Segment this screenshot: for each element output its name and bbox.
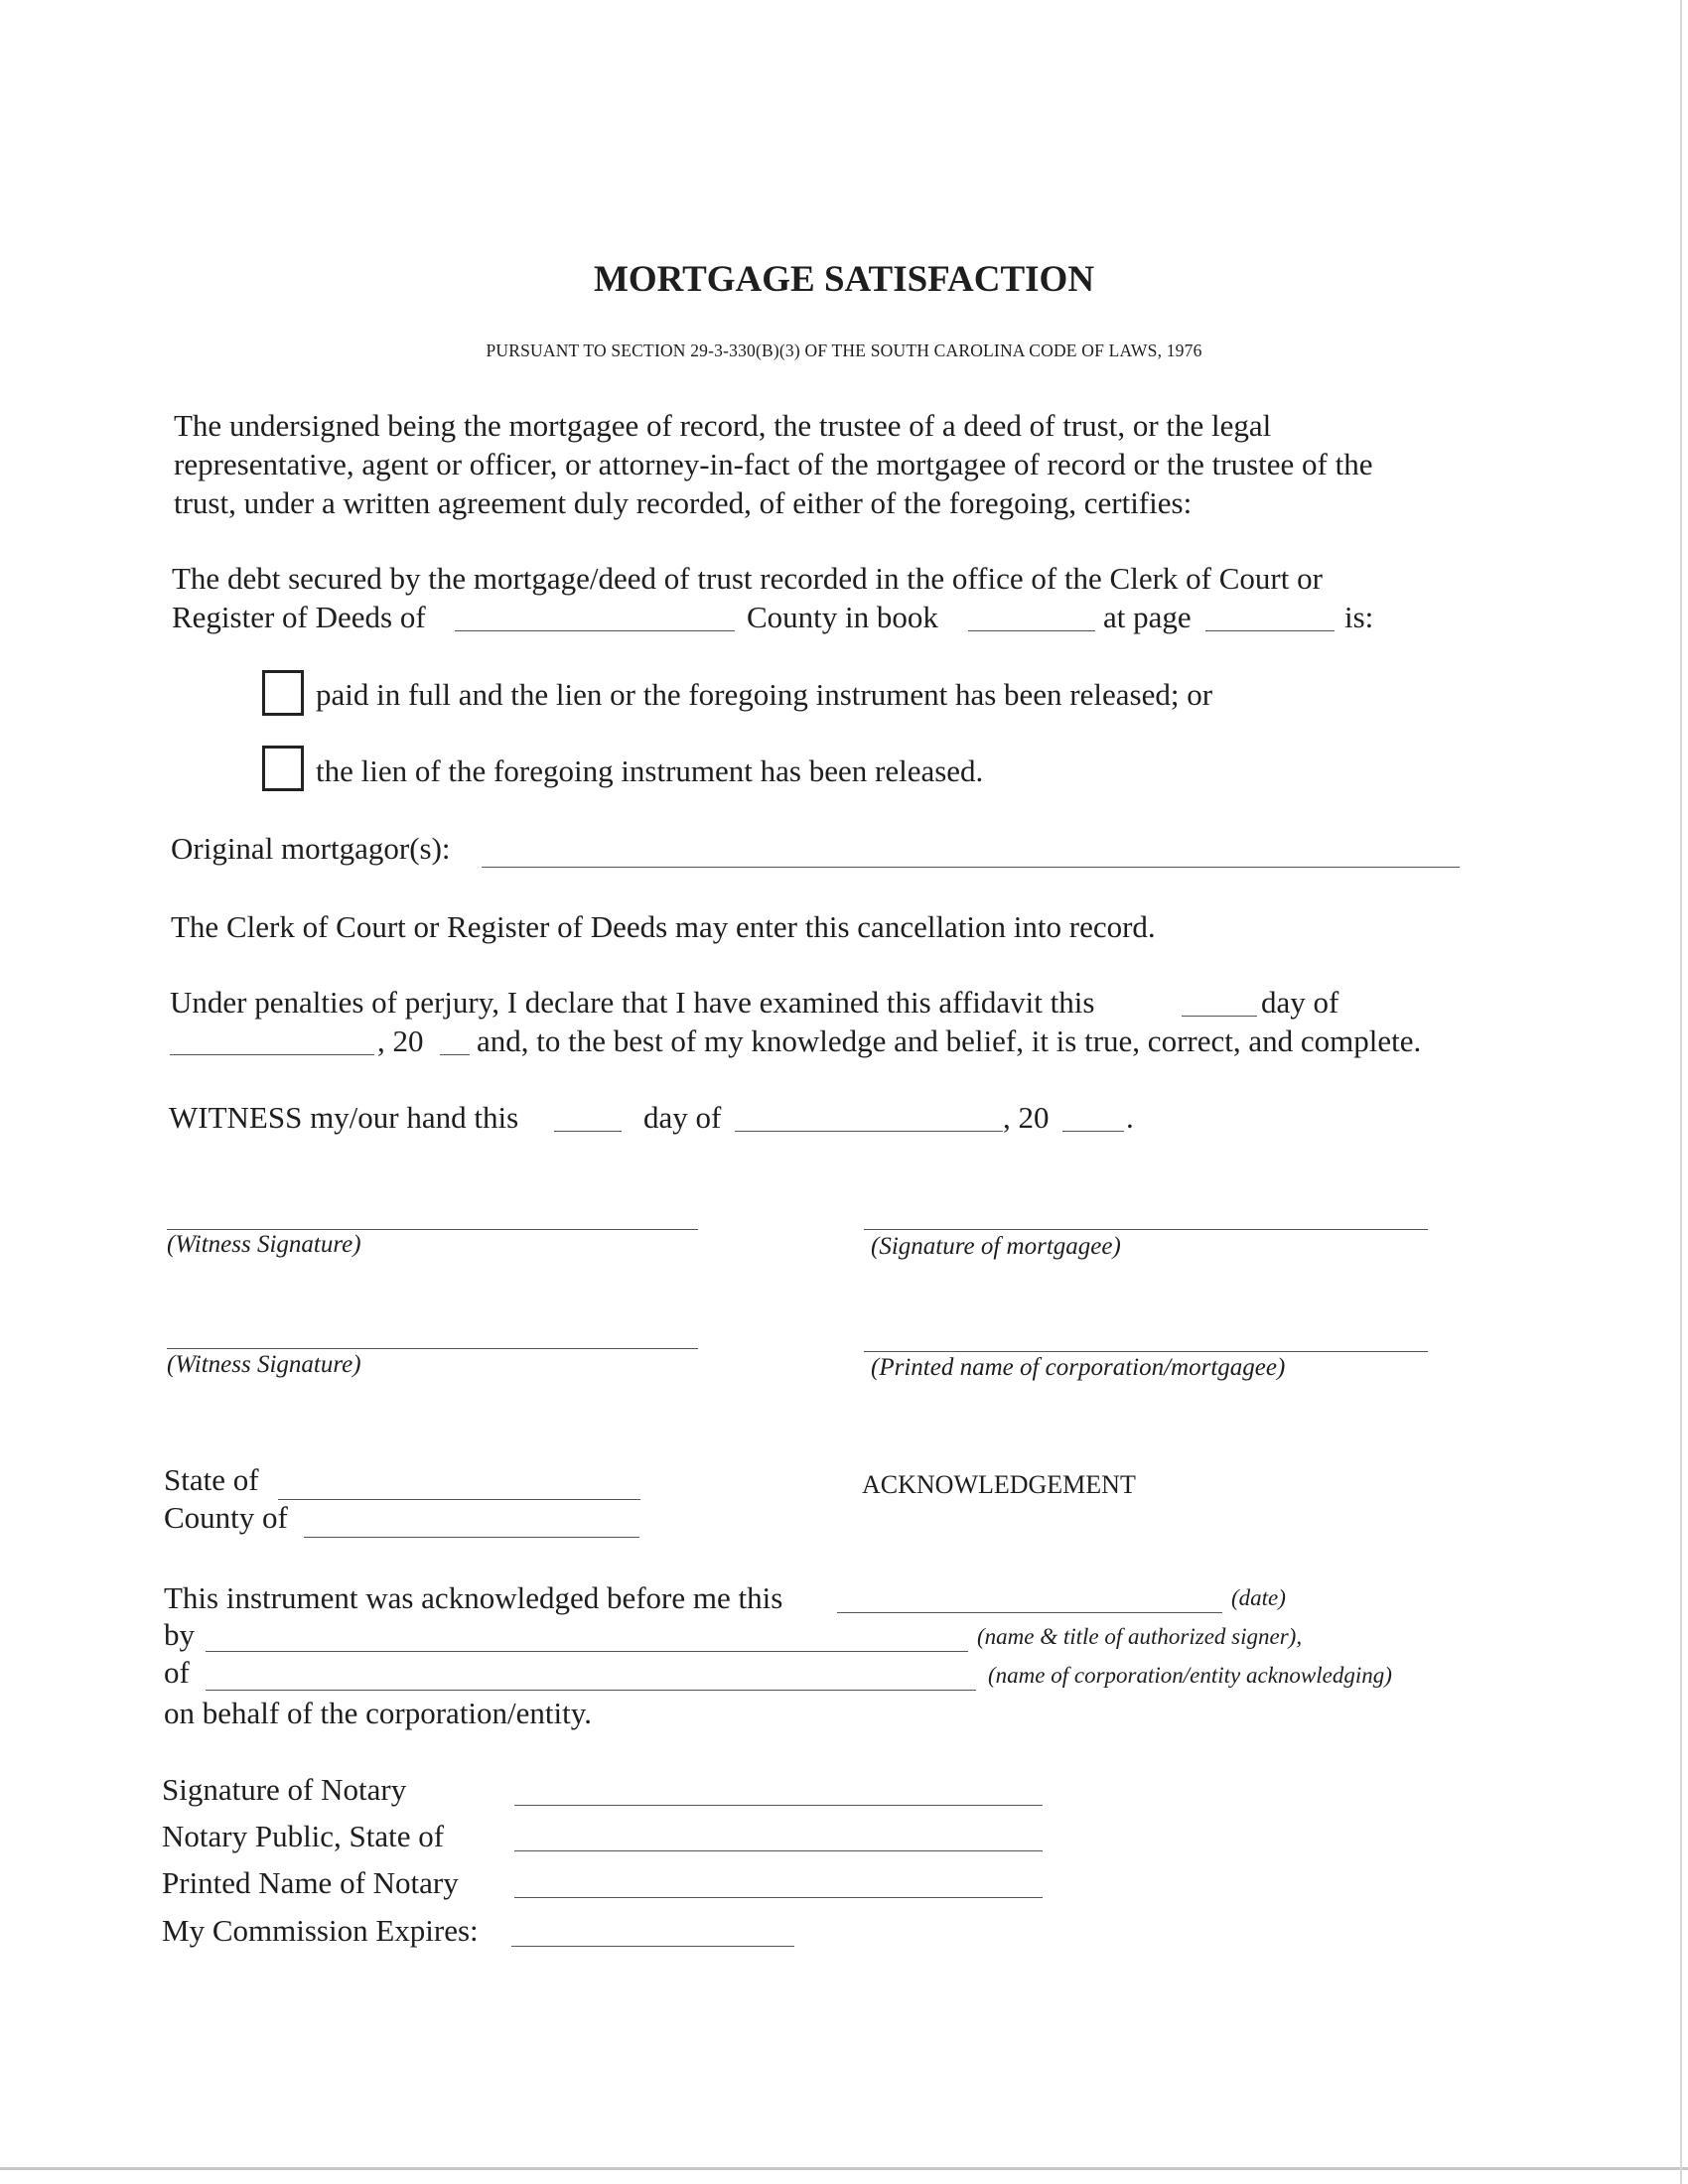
- lien-released-label: the lien of the foregoing instrument has been released.: [316, 753, 984, 788]
- clerk-statement: The Clerk of Court or Register of Deeds may enter this cancellation into record.: [171, 909, 1156, 944]
- ack-date-field[interactable]: [837, 1612, 1222, 1613]
- perjury-text-2: and, to the best of my knowledge and belief, it is true, correct, and complete.: [477, 1024, 1422, 1058]
- notary-signature-field[interactable]: [514, 1805, 1043, 1806]
- debt-line-1: The debt secured by the mortgage/deed of trust recorded in the office of the Clerk of Court or: [172, 561, 1323, 596]
- scan-right-edge: [1680, 0, 1682, 2184]
- mortgagee-signature-line[interactable]: [864, 1229, 1428, 1230]
- witness-signature-line-1[interactable]: [167, 1229, 698, 1230]
- original-mortgagors-field[interactable]: [482, 867, 1460, 868]
- notary-commission-field[interactable]: [511, 1946, 794, 1947]
- perjury-year-prefix: , 20: [377, 1024, 424, 1058]
- state-of-label: State of: [164, 1462, 259, 1497]
- scan-bottom-edge: [0, 2167, 1688, 2170]
- notary-state-label: Notary Public, State of: [162, 1819, 445, 1853]
- notary-commission-label: My Commission Expires:: [162, 1913, 479, 1948]
- ack-of-label: of: [164, 1655, 190, 1690]
- witness-prefix: WITNESS my/our hand this: [169, 1100, 519, 1135]
- ack-signer-field[interactable]: [206, 1651, 968, 1652]
- page-blank[interactable]: [1205, 630, 1335, 631]
- paid-in-full-checkbox[interactable]: [262, 670, 304, 716]
- ack-entity-field[interactable]: [206, 1690, 976, 1691]
- printed-name-caption: (Printed name of corporation/mortgagee): [871, 1354, 1286, 1381]
- witness-day-blank[interactable]: [554, 1131, 622, 1132]
- perjury-day-blank[interactable]: [1182, 1016, 1257, 1017]
- mortgagee-signature-caption: (Signature of mortgagee): [871, 1233, 1121, 1260]
- witness-month-blank[interactable]: [735, 1131, 1003, 1132]
- witness-year-blank[interactable]: [1062, 1131, 1124, 1132]
- debt-is-label: is:: [1344, 600, 1374, 634]
- statute-subtitle: PURSUANT TO SECTION 29-3-330(B)(3) OF THE SOUTH CAROLINA CODE OF LAWS, 1976: [486, 341, 1202, 360]
- debt-register-label: Register of Deeds of: [172, 600, 426, 634]
- acknowledgement-heading: ACKNOWLEDGEMENT: [862, 1470, 1136, 1499]
- county-of-field[interactable]: [304, 1537, 639, 1538]
- witness-signature-caption-2: (Witness Signature): [167, 1351, 361, 1378]
- ack-date-hint: (date): [1231, 1585, 1286, 1610]
- perjury-year-blank[interactable]: [440, 1054, 470, 1055]
- state-of-field[interactable]: [278, 1499, 640, 1500]
- debt-at-page-label: at page: [1103, 600, 1192, 634]
- witness-signature-line-2[interactable]: [167, 1348, 698, 1349]
- debt-county-in-book-label: County in book: [747, 600, 938, 634]
- paid-in-full-label: paid in full and the lien or the foregoing instrument has been released; or: [316, 677, 1213, 712]
- lien-released-checkbox[interactable]: [262, 746, 304, 791]
- printed-name-line[interactable]: [864, 1351, 1428, 1352]
- notary-signature-label: Signature of Notary: [162, 1772, 407, 1807]
- ack-entity-hint: (name of corporation/entity acknowledging): [988, 1663, 1392, 1688]
- original-mortgagors-label: Original mortgagor(s):: [171, 831, 451, 866]
- ack-behalf-text: on behalf of the corporation/entity.: [164, 1696, 592, 1730]
- ack-signer-hint: (name & title of authorized signer),: [977, 1624, 1303, 1649]
- witness-day-of: day of: [643, 1100, 722, 1135]
- witness-year-prefix: , 20: [1003, 1100, 1050, 1135]
- intro-line-3: trust, under a written agreement duly recorded, of either of the foregoing, certifies:: [174, 485, 1193, 520]
- ack-by-label: by: [164, 1617, 195, 1652]
- perjury-text-1: Under penalties of perjury, I declare that I have examined this affidavit this: [170, 985, 1095, 1020]
- county-blank[interactable]: [455, 630, 735, 631]
- notary-printed-name-field[interactable]: [514, 1897, 1043, 1898]
- notary-state-field[interactable]: [514, 1850, 1043, 1851]
- page-title: MORTGAGE SATISFACTION: [593, 259, 1095, 300]
- perjury-day-of: day of: [1261, 985, 1339, 1020]
- book-blank[interactable]: [968, 630, 1095, 631]
- intro-line-2: representative, agent or officer, or attorney-in-fact of the mortgagee of record or the trustee of the: [174, 447, 1373, 481]
- ack-line-1: This instrument was acknowledged before me this: [164, 1580, 783, 1615]
- intro-line-1: The undersigned being the mortgagee of record, the trustee of a deed of trust, or the legal: [174, 408, 1272, 443]
- perjury-month-blank[interactable]: [170, 1054, 374, 1055]
- county-of-label: County of: [164, 1500, 288, 1535]
- witness-signature-caption-1: (Witness Signature): [167, 1231, 361, 1258]
- witness-end: .: [1126, 1100, 1134, 1135]
- notary-printed-name-label: Printed Name of Notary: [162, 1865, 459, 1900]
